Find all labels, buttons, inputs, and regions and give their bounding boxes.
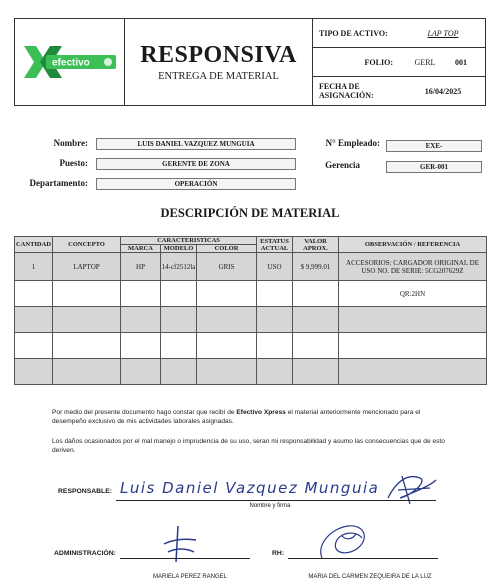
- blank-cell: [53, 281, 121, 307]
- blank-cell: [15, 359, 53, 385]
- blank-cell: [121, 333, 161, 359]
- table-row: [15, 253, 487, 281]
- puesto-label: Puesto:: [59, 158, 88, 168]
- administracion-name: MARIELA PEREZ RANGEL: [152, 574, 228, 580]
- administracion-signature-line: [120, 558, 250, 559]
- efectivo-xpress-logo: [20, 42, 120, 82]
- company-name: Efectivo Xpress: [236, 409, 286, 416]
- blank-cell: [257, 333, 293, 359]
- title-box: [125, 19, 313, 105]
- gerencia-field[interactable]: GER-001: [386, 161, 482, 173]
- logo-box: [15, 19, 125, 105]
- cell-observacion: ACCESORIOS: CARGADOR ORIGINAL DE USO NO. DE SERIE: 5CG207629Z: [339, 253, 487, 281]
- cell-color: GRIS: [197, 253, 257, 281]
- blank-cell: [197, 281, 257, 307]
- blank-cell: [53, 307, 121, 333]
- section-title: DESCRIPCIÓN DE MATERIAL: [160, 206, 340, 220]
- document-subtitle: ENTREGA DE MATERIAL: [158, 71, 279, 82]
- blank-cell: [197, 307, 257, 333]
- cell-cantidad: 1: [15, 253, 53, 281]
- table-row: [15, 359, 487, 385]
- blank-cell: [15, 281, 53, 307]
- cell-valor: $ 9,999.01: [293, 253, 339, 281]
- rh-signature: [312, 518, 382, 568]
- folio-prefix: GERL: [414, 57, 436, 67]
- folio-number: 001: [455, 57, 467, 67]
- nombre-field[interactable]: LUIS DANIEL VAZQUEZ MUNGUIA: [96, 138, 296, 150]
- header-cantidad: CANTIDAD: [15, 237, 53, 253]
- blank-cell: [15, 333, 53, 359]
- cell-modelo: 14-cf2512la: [161, 253, 197, 281]
- declaration-text-start: Por medio del presente documento hago constar que recibí de: [52, 409, 237, 416]
- header-caracteristicas: CARACTERISTICAS: [121, 237, 257, 245]
- departamento-field[interactable]: OPERACIÓN: [96, 178, 296, 190]
- header-color: COLOR: [197, 245, 257, 253]
- blank-cell: [121, 281, 161, 307]
- blank-cell: [293, 281, 339, 307]
- blank-cell: [15, 307, 53, 333]
- document-header: [14, 18, 486, 106]
- meta-box: [313, 19, 485, 105]
- gerencia-label: Gerencia: [325, 160, 360, 170]
- blank-cell: [161, 281, 197, 307]
- header-estatus: ESTATUS ACTUAL: [257, 237, 293, 253]
- rh-signature-line: [288, 558, 438, 559]
- folio-row: [313, 48, 485, 77]
- departamento-label: Departamento:: [29, 178, 88, 188]
- table-row: [15, 281, 487, 307]
- folio-label: FOLIO:: [364, 57, 393, 67]
- cell-concepto: LAPTOP: [53, 253, 121, 281]
- blank-cell: [257, 307, 293, 333]
- blank-cell: [339, 333, 487, 359]
- asset-type-label: TIPO DE ACTIVO:: [319, 28, 388, 38]
- rh-label: RH:: [272, 550, 285, 557]
- blank-cell: [53, 359, 121, 385]
- rh-name: MARIA DEL CARMEN ZEQUEIRA DE LA LUZ: [308, 574, 432, 580]
- date-value: 16/04/2025: [424, 86, 462, 96]
- administracion-signature: [158, 522, 202, 566]
- date-row: [313, 77, 485, 105]
- asset-type-row: [313, 19, 485, 48]
- logo-text: efectivo: [51, 57, 90, 69]
- responsable-label: RESPONSABLE:: [58, 488, 113, 495]
- blank-cell: [293, 307, 339, 333]
- responsable-signature-line: [116, 500, 436, 501]
- blank-cell: [121, 307, 161, 333]
- nombre-label: Nombre:: [53, 138, 88, 148]
- header-observacion: OBSERVACIÓN / REFERENCIA: [339, 237, 487, 253]
- cell-marca: HP: [121, 253, 161, 281]
- blank-cell: [257, 281, 293, 307]
- blank-cell: [293, 333, 339, 359]
- puesto-field[interactable]: GERENTE DE ZONA: [96, 158, 296, 170]
- blank-cell: [197, 333, 257, 359]
- cell-estatus: USO: [257, 253, 293, 281]
- declaration-paragraph: [52, 408, 452, 426]
- asset-type-value: LAP TOP: [427, 28, 459, 38]
- table-row: [15, 333, 487, 359]
- document-title: RESPONSIVA: [140, 42, 297, 68]
- header-modelo: MODELO: [161, 245, 197, 253]
- blank-cell: [257, 359, 293, 385]
- nombre-firma-caption: Nombre y firma: [249, 503, 291, 509]
- declaration-text-end: el material anteriormente mencionado para el desempeño exclusivo de mis actividades laborales asignadas.: [52, 409, 421, 425]
- responsibility-paragraph: Los daños ocasionados por el mal manejo o imprudencia de su uso, seran mi responsabilidad y asumo las consecuencias que de esto deriven.: [52, 438, 445, 454]
- table-row: [15, 307, 487, 333]
- blank-cell: [293, 359, 339, 385]
- administracion-label: ADMINISTRACIÓN:: [54, 550, 116, 557]
- header-marca: MARCA: [121, 245, 161, 253]
- cell-qr-reference: QR:2HN: [339, 281, 487, 307]
- table-header-row: [15, 237, 487, 245]
- blank-cell: [121, 359, 161, 385]
- header-valor: VALOR APROX.: [293, 237, 339, 253]
- material-table: [14, 236, 487, 385]
- header-concepto: CONCEPTO: [53, 237, 121, 253]
- blank-cell: [197, 359, 257, 385]
- blank-cell: [161, 359, 197, 385]
- blank-cell: [339, 359, 487, 385]
- empleado-field[interactable]: EXE-: [386, 140, 482, 152]
- empleado-label: N° Empleado:: [325, 138, 380, 148]
- blank-cell: [161, 333, 197, 359]
- blank-cell: [53, 333, 121, 359]
- responsable-handwritten-name: Luis Daniel Vazquez Munguia: [120, 479, 380, 497]
- blank-cell: [161, 307, 197, 333]
- responsable-signature: [380, 468, 440, 508]
- date-label: FECHA DE ASIGNACIÓN:: [319, 82, 374, 100]
- blank-cell: [339, 307, 487, 333]
